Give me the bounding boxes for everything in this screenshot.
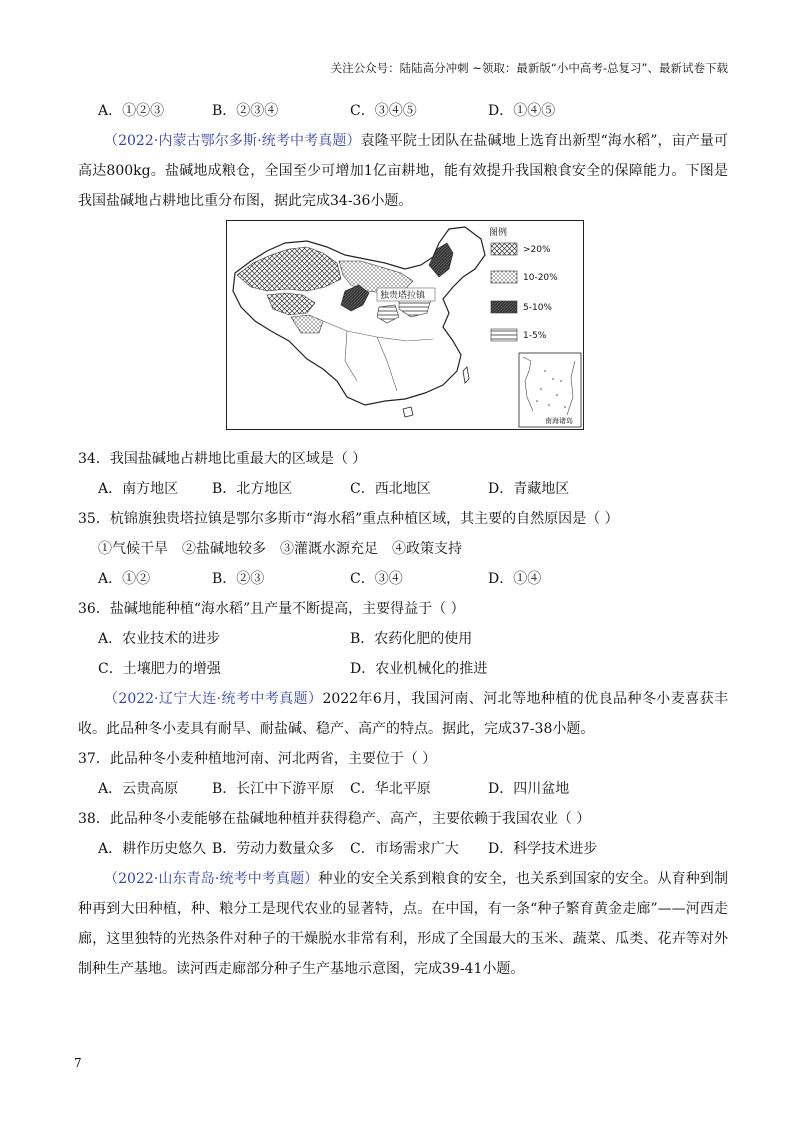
q36-options-ab: [78, 624, 728, 654]
q38-option-b[interactable]: B．劳动力数量众多: [212, 841, 335, 857]
q33-option-c[interactable]: C．③④⑤: [350, 103, 417, 119]
q34-options: [78, 474, 728, 504]
q38-option-c[interactable]: C．市场需求广大: [350, 841, 459, 857]
legend-label-3: 5-10%: [523, 303, 552, 313]
legend-swatch-1: [491, 243, 517, 255]
q35-option-d[interactable]: D．①④: [488, 571, 542, 587]
q34-option-b[interactable]: B．北方地区: [212, 481, 293, 497]
intro-34-36: [78, 126, 728, 216]
q37-stem: 37．此品种冬小麦种植地河南、河北两省，主要位于（ ）: [78, 751, 437, 767]
q33-option-b[interactable]: B．②③④: [212, 103, 279, 119]
q35-options: [78, 564, 728, 594]
intro-39-41: [78, 864, 728, 984]
q38-option-d[interactable]: D．科学技术进步: [488, 841, 598, 857]
taiwan-island: [463, 367, 469, 383]
page-header: 关注公众号：陆陆高分冲刺 ~领取：最新版“小中高考-总复习”、最新试卷下载: [330, 61, 728, 75]
q38-option-a[interactable]: A．耕作历史悠久: [98, 841, 207, 857]
q37-option-a[interactable]: A．云贵高原: [98, 781, 179, 797]
legend-swatch-4: [491, 329, 517, 341]
intro-text-3: 种业的安全关系到粮食的安全，也关系到国家的安全。从育种到制种再到大田种植，种、粮分工是现代农业的显著特，点。在中国，有一条“种子繁育黄金走廊”——河西走廊，这里独特的光热条件对种子的干燥脱水非常有利，形成了全国最大的玉米、蔬菜、瓜类、花卉等对外制种生产基地。读河西走廊部分种子生产基地示意图，完成39-41小题。: [78, 871, 729, 977]
saline-map-figure: [78, 220, 728, 428]
page-number: 7: [74, 1056, 82, 1070]
q35-option-b[interactable]: B．②③: [212, 571, 265, 587]
q33-options: [78, 96, 728, 126]
q36-option-d[interactable]: D．农业机械化的推进: [350, 661, 488, 677]
q36-option-c[interactable]: C．土壤肥力的增强: [98, 661, 221, 677]
q37-option-c[interactable]: C．华北平原: [350, 781, 431, 797]
map-frame: [226, 220, 584, 430]
china-saline-map: [227, 221, 583, 429]
intro-text-2: 2022年6月，我国河南、河北等地种植的优良品种冬小麦喜获丰收。此品种冬小麦具有耐旱、耐盐碱、稳产、高产的特点。据此，完成37-38小题。: [78, 691, 728, 737]
q35-option-c[interactable]: C．③④: [350, 571, 403, 587]
legend-label-1: >20%: [523, 245, 551, 255]
q35-stem: 35．杭锦旗独贵塔拉镇是鄂尔多斯市“海水稻”重点种植区域，其主要的自然原因是（ ）: [78, 511, 619, 527]
legend-title: 图例: [489, 228, 508, 238]
legend-swatch-3: [491, 301, 517, 313]
q36-options-cd: [78, 654, 728, 684]
inset-label: 南海诸岛: [545, 417, 573, 425]
q37-option-d[interactable]: D．四川盆地: [488, 781, 570, 797]
hainan-island: [403, 407, 413, 417]
q37-options: [78, 774, 728, 804]
q34-option-a[interactable]: A．南方地区: [98, 481, 179, 497]
legend-label-2: 10-20%: [523, 273, 558, 283]
south-sea-inset: [519, 353, 581, 427]
q36-option-a[interactable]: A．农业技术的进步: [98, 631, 221, 647]
q33-option-d[interactable]: D．①④⑤: [488, 103, 556, 119]
town-label: 独贵塔拉镇: [380, 291, 426, 301]
source-tag-3: （2022·山东青岛·统考中考真题）: [104, 871, 319, 887]
source-tag: （2022·内蒙古鄂尔多斯·统考中考真题）: [104, 133, 361, 149]
q38-options: [78, 834, 728, 864]
q36-option-b[interactable]: B．农药化肥的使用: [350, 631, 473, 647]
source-tag-2: （2022·辽宁大连·统考中考真题）: [104, 691, 323, 707]
intro-37-38: [78, 684, 728, 744]
legend-swatch-2: [491, 271, 517, 283]
q36-stem: 36．盐碱地能种植“海水稻”且产量不断提高，主要得益于（ ）: [78, 601, 465, 617]
question-content: [78, 96, 728, 984]
q34-stem: 34．我国盐碱地占耕地比重最大的区域是（ ）: [78, 451, 367, 467]
q33-option-a[interactable]: A．①②③: [98, 103, 165, 119]
q38-stem: 38．此品种冬小麦能够在盐碱地种植并获得稳产、高产，主要依赖于我国农业（ ）: [78, 811, 591, 827]
q37-option-b[interactable]: B．长江中下游平原: [212, 781, 335, 797]
intro-text: 袁隆平院士团队在盐碱地上选育出新型“海水稻”，亩产量可高达800kg。盐碱地成粮仓，全国至少可增加1亿亩耕地，能有效提升我国粮食安全的保障能力。下图是我国盐碱地占耕地比重分布图，据此完成34-36小题。: [78, 133, 728, 209]
q34-option-d[interactable]: D．青藏地区: [488, 481, 570, 497]
q35-option-a[interactable]: A．①②: [98, 571, 151, 587]
legend-label-4: 1-5%: [523, 331, 547, 341]
q34-option-c[interactable]: C．西北地区: [350, 481, 431, 497]
q35-conditions: ①气候干旱 ②盐碱地较多 ③灌溉水源充足 ④政策支持: [98, 541, 462, 557]
